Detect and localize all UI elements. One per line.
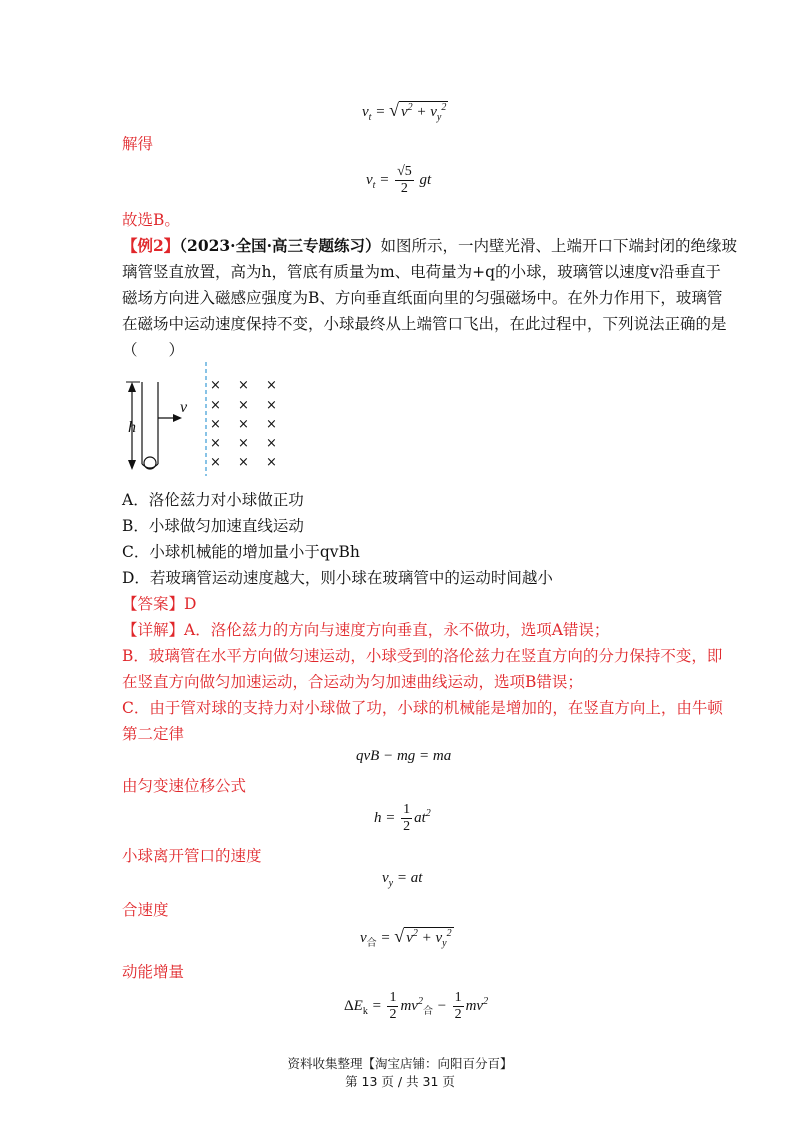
detail-line-1: 【详解】A．洛伦兹力的方向与速度方向垂直，永不做功，选项A错误； xyxy=(122,621,610,639)
field-mark: × xyxy=(266,398,277,413)
detail-line-6: 由匀变速位移公式 xyxy=(122,777,247,795)
equation-vt-result: $v_t$ = $\frac{√5}{2}$ gt xyxy=(366,164,432,196)
equation-vy: $v_y$ = at xyxy=(382,870,423,889)
detail-line-2: B．玻璃管在水平方向做匀速运动，小球受到的洛伦兹力在竖直方向的分力保持不变，即 xyxy=(122,647,723,665)
option-c: C．小球机械能的增加量小于qvBh xyxy=(122,543,360,561)
height-arrow-bottom xyxy=(128,460,136,470)
option-a: A．洛伦兹力对小球做正功 xyxy=(122,491,304,509)
field-mark: × xyxy=(210,436,221,451)
example-line-2: 璃管竖直放置，高为h，管底有质量为m、电荷量为+q的小球，玻璃管以速度v沿垂直于 xyxy=(122,263,721,281)
footer-source: 资料收集整理【淘宝店铺：向阳百分百】 xyxy=(287,1056,513,1071)
example-text-1: 如图所示，一内壁光滑、上端开口下端封闭的绝缘玻 xyxy=(380,237,737,255)
example-line-1 xyxy=(122,236,737,256)
example-line-4: 在磁场中运动速度保持不变，小球最终从上端管口飞出，在此过程中，下列说法正确的是 xyxy=(122,315,727,333)
example-tag: 【例2】 xyxy=(122,236,180,255)
equation-displacement: h = $\frac{1}{2}$ $at^2$ xyxy=(374,802,431,834)
figure-tube-magnetic-field xyxy=(120,360,300,480)
equation-v-combined: $v_合$ = √ $v^2 + v_y^2$ xyxy=(360,926,452,949)
detail-line-8: 合速度 xyxy=(122,901,169,919)
magnetic-field-marks xyxy=(210,378,277,470)
field-mark: × xyxy=(210,417,221,432)
detail-line-3: 在竖直方向做匀加速运动，合运动为匀加速曲线运动，选项B错误； xyxy=(122,673,583,691)
example-source: （2023·全国·高三专题练习） xyxy=(179,236,381,255)
field-mark: × xyxy=(266,378,277,393)
field-mark: × xyxy=(238,398,249,413)
example-line-5: （ ） xyxy=(122,341,185,359)
detail-line-4: C．由于管对球的支持力对小球做了功，小球的机械能是增加的，在竖直方向上，由牛顿 xyxy=(122,699,723,717)
field-mark: × xyxy=(266,417,277,432)
equation-newton: qvB − mg = ma xyxy=(356,748,452,764)
field-mark: × xyxy=(210,398,221,413)
height-arrow-top xyxy=(128,382,136,392)
field-mark: × xyxy=(238,378,249,393)
option-b: B．小球做匀加速直线运动 xyxy=(122,517,304,535)
field-mark: × xyxy=(238,436,249,451)
field-mark: × xyxy=(238,455,249,470)
field-mark: × xyxy=(210,378,221,393)
footer-page-number: 第 13 页 / 共 31 页 xyxy=(345,1074,455,1089)
choose-b: 故选B。 xyxy=(122,211,180,229)
answer: 【答案】D xyxy=(122,595,197,613)
equation-vt-sqrt: $v_t$ = √ $v^2 + v_y^2$ xyxy=(362,100,447,123)
label-v: v xyxy=(180,399,188,416)
detail-line-9: 动能增量 xyxy=(122,963,185,981)
field-mark: × xyxy=(266,455,277,470)
example-line-3: 磁场方向进入磁感应强度为B、方向垂直纸面向里的匀强磁场中。在外力作用下，玻璃管 xyxy=(122,289,723,307)
field-mark: × xyxy=(238,417,249,432)
resolve-label: 解得 xyxy=(122,135,154,153)
label-h: h xyxy=(128,419,136,436)
detail-line-7: 小球离开管口的速度 xyxy=(122,847,262,865)
detail-line-5: 第二定律 xyxy=(122,725,185,743)
equation-kinetic-energy: $\Delta E_k$ = $\frac{1}{2}$ $mv^2_合$ − $\frac{1}{2}$ $mv^2$ xyxy=(344,990,489,1022)
option-d: D．若玻璃管运动速度越大，则小球在玻璃管中的运动时间越小 xyxy=(122,569,553,587)
field-mark: × xyxy=(266,436,277,451)
field-mark: × xyxy=(210,455,221,470)
ball xyxy=(144,457,156,469)
